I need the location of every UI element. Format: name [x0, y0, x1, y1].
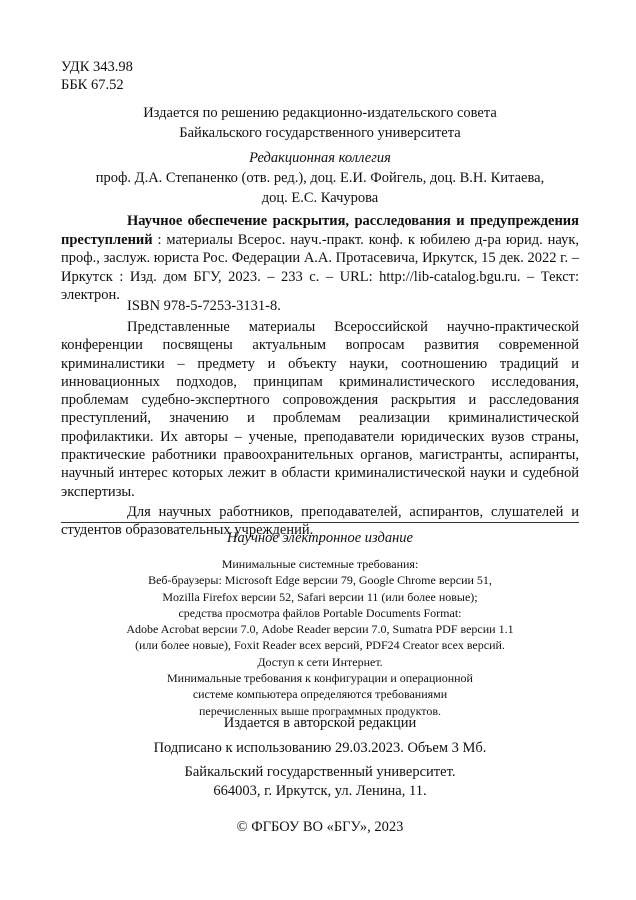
- editorial-board-members-line-1: проф. Д.А. Степаненко (отв. ред.), доц. Е.И. Фойгель, доц. В.Н. Китаева,: [95, 170, 545, 186]
- system-requirements-line: Минимальные требования к конфигурации и операционной: [167, 671, 473, 686]
- system-requirements-line: Доступ к сети Интернет.: [257, 654, 383, 669]
- system-requirements-line: системе компьютера определяются требованиями: [192, 687, 448, 702]
- abstract-paragraph-1: Представленные материалы Всероссийской научно-практической конференции посвящены актуальным вопросам развития современной криминалистики – предмету и объекту науки, соотношению традиций и инновационных подходов, принципам криминалистического исследования, проблемам судебно-экспертного сопровождения раскрытия и расследования преступлений, значению и проблемам реализации криминалистической профилактики. Их авторы – ученые, преподаватели юридических вузов страны, практические работники правоохранительных органов, магистранты, аспиранты, научный интерес которых лежит в области криминалистической науки и судебной экспертизы.: [61, 319, 579, 500]
- signed-for-use-info: Подписано к использованию 29.03.2023. Объем 3 Мб.: [153, 740, 487, 756]
- publisher-street-address: 664003, г. Иркутск, ул. Ленина, 11.: [213, 782, 427, 799]
- publication-decision-line-2: Байкальского государственного университета: [179, 125, 461, 141]
- system-requirements-line: Минимальные системные требования:: [221, 557, 419, 571]
- system-requirements-line: Adobe Acrobat версии 7.0, Adobe Reader версии 7.0, Sumatra PDF версии 1.1: [126, 622, 514, 637]
- abstract: [61, 318, 579, 540]
- copyright: © ФГБОУ ВО «БГУ», 2023: [236, 819, 404, 835]
- udk-code: УДК 343.98: [61, 59, 133, 75]
- publication-decision: [61, 103, 579, 143]
- system-requirements-line: перечисленных выше программных продуктов.: [198, 703, 442, 718]
- bbk-code: ББК 67.52: [61, 77, 124, 93]
- author-edition-note: Издается в авторской редакции: [223, 715, 417, 731]
- publication-decision-line-1: Издается по решению редакционно-издательского совета: [143, 105, 497, 121]
- system-requirements: [61, 556, 579, 719]
- edition-type: Научное электронное издание: [227, 530, 413, 546]
- publisher-name: Байкальский государственный университет.: [184, 764, 456, 780]
- isbn: ISBN 978-5-7253-3131-8.: [127, 298, 281, 314]
- editorial-board: [61, 148, 579, 208]
- divider: [61, 522, 579, 523]
- bibliographic-details: : материалы Всерос. науч.-практ. конф. к юбилею д-ра юрид. наук, проф., заслуж. юриста Рос. Федерации А.А. Протасевича, Иркутск, 15 дек. 2022 г. – Иркутск : Изд. дом БГУ, 2023. – 233 с. – URL: http://lib-catalog.bgu.ru. – Текст: электрон.: [61, 231, 579, 303]
- editorial-board-title: Редакционная коллегия: [249, 150, 391, 166]
- publisher-address: [61, 763, 579, 800]
- system-requirements-line: Mozilla Firefox версии 52, Safari версии 11 (или более новые);: [162, 589, 478, 604]
- system-requirements-line: Веб-браузеры: Microsoft Edge версии 79, Google Chrome версии 51,: [148, 573, 492, 588]
- book-title: Научное обеспечение раскрытия, расследования и предупреждения преступлений: [61, 213, 579, 248]
- system-requirements-line: (или более новые), Foxit Reader всех версий, PDF24 Creator всех версий.: [135, 638, 505, 653]
- abstract-paragraph-2: Для научных работников, преподавателей, аспирантов, слушателей и студентов образовательных учреждений.: [61, 503, 579, 539]
- editorial-board-members-line-2: доц. Е.С. Качурова: [261, 190, 379, 206]
- system-requirements-line: средства просмотра файлов Portable Documents Format:: [178, 605, 462, 620]
- classification-codes: [61, 58, 133, 94]
- bibliographic-record: [61, 212, 579, 305]
